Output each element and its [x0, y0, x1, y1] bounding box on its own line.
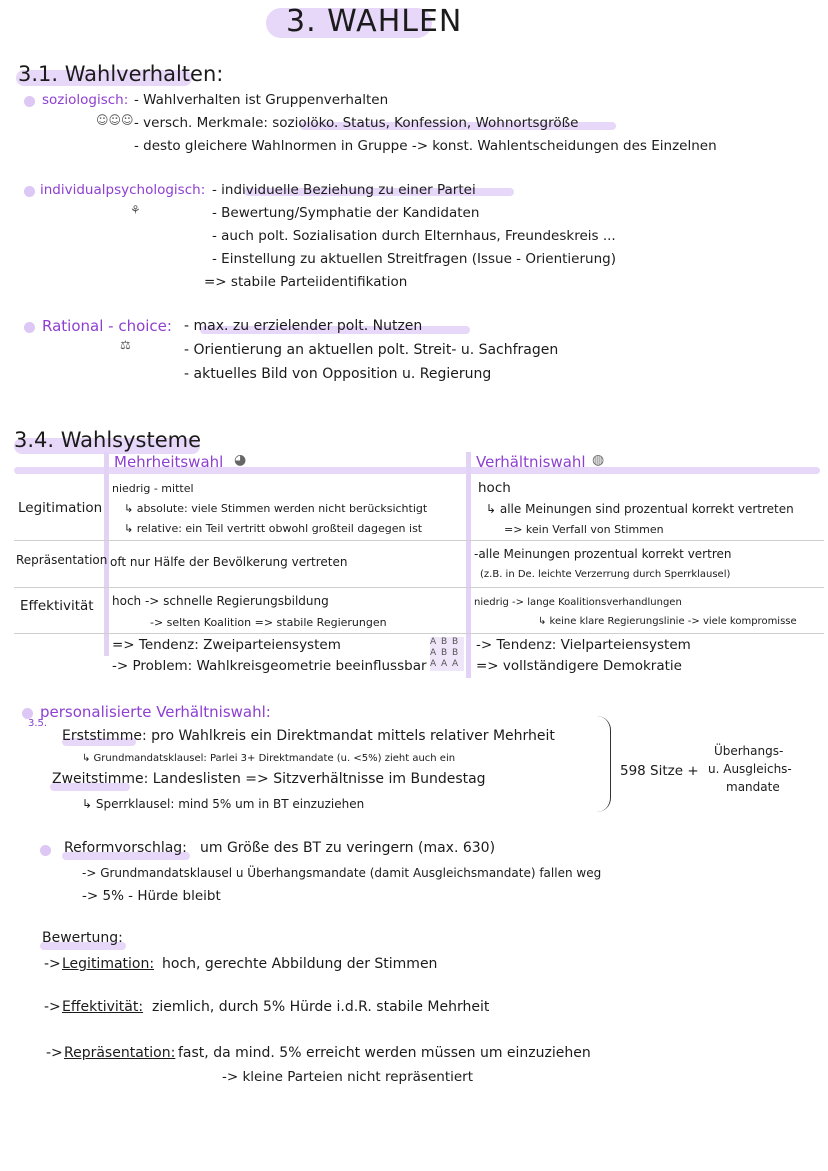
- row-divider: [14, 633, 824, 634]
- bew-leg-label: Legitimation:: [62, 956, 155, 972]
- reform-line-2: -> 5% - Hürde bleibt: [82, 888, 221, 904]
- ueberhang-2: u. Ausgleichs-: [708, 762, 792, 776]
- ueberhang-3: mandate: [726, 780, 780, 794]
- rc-line-1: - max. zu erzielender polt. Nutzen: [184, 318, 423, 334]
- reform-line-1: -> Grundmandatsklausel u Überhangsmandate (damit Ausgleichsmandate) fallen weg: [82, 866, 602, 880]
- soz-line-3: - desto gleichere Wahlnormen in Gruppe -> konst. Wahlentscheidungen des Einzelnen: [134, 138, 717, 154]
- ueberhang-1: Überhangs-: [714, 744, 784, 758]
- row-label-legitimation: Legitimation: [18, 500, 103, 516]
- bew-rep-label: Repräsentation:: [64, 1045, 176, 1061]
- leg-v-1: hoch: [478, 480, 511, 496]
- tend-v-1: -> Tendenz: Vielparteiensystem: [476, 637, 691, 653]
- ind-line-3: - auch polt. Sozialisation durch Elternhaus, Freundeskreis ...: [212, 228, 616, 244]
- eff-m-2: -> selten Koalition => stabile Regierungen: [150, 616, 387, 629]
- rep-v-1: -alle Meinungen prozentual korrekt vertren: [474, 547, 732, 561]
- rc-label: Rational - choice:: [42, 317, 172, 335]
- section-num-35: 3.5.: [28, 718, 48, 729]
- ballot-icon: A B B A B B A A A: [430, 637, 464, 671]
- leg-v-3: => kein Verfall von Stimmen: [504, 523, 664, 536]
- bullet-dot: [24, 322, 35, 333]
- bewertung-heading: Bewertung:: [42, 930, 123, 946]
- tend-m-2: -> Problem: Wahlkreisgeometrie beeinflussbar: [112, 658, 427, 674]
- erststimme-sub: ↳ Grundmandatsklausel: Parlei 3+ Direktmandate (u. <5%) zieht auch ein: [82, 753, 456, 764]
- eff-v-2: ↳ keine klare Regierungslinie -> viele kompromisse: [538, 616, 797, 627]
- bullet-dot: [24, 96, 35, 107]
- leg-m-2: ↳ absolute: viele Stimmen werden nicht berücksichtigt: [124, 502, 428, 515]
- ind-line-2: - Bewertung/Symphatie der Kandidaten: [212, 205, 480, 221]
- bew-rep-text: fast, da mind. 5% erreicht werden müssen um einzuziehen: [178, 1045, 591, 1061]
- section-heading-35: personalisierte Verhältniswahl:: [40, 703, 271, 721]
- ind-line-4: - Einstellung zu aktuellen Streitfragen (Issue - Orientierung): [212, 251, 616, 267]
- reform-text: um Größe des BT zu veringern (max. 630): [200, 840, 496, 856]
- leg-v-2: ↳ alle Meinungen sind prozentual korrekt vertreten: [486, 502, 794, 516]
- tend-m-1: => Tendenz: Zweiparteiensystem: [112, 637, 341, 653]
- bew-rep-arrow: ->: [46, 1045, 63, 1061]
- bew-leg-arrow: ->: [44, 956, 61, 972]
- seats-count: 598 Sitze +: [620, 763, 699, 779]
- col-header-verhaeltniswahl: Verhältniswahl: [476, 453, 586, 471]
- reform-label: Reformvorschlag:: [64, 840, 187, 856]
- bew-eff-label: Effektivität:: [62, 999, 144, 1015]
- soz-line-2: - versch. Merkmale: soziolöko. Status, Konfession, Wohnortsgröße: [134, 115, 579, 131]
- zweitstimme-line: Zweitstimme: Landeslisten => Sitzverhältnisse im Bundestag: [52, 771, 486, 787]
- leg-m-3: ↳ relative: ein Teil vertritt obwohl großteil dagegen ist: [124, 522, 423, 535]
- soz-line-1: - Wahlverhalten ist Gruppenverhalten: [134, 92, 389, 108]
- mehrheit-pie-icon: ◕: [234, 452, 247, 468]
- bullet-dot: [40, 845, 51, 856]
- section-heading-31: 3.1. Wahlverhalten:: [18, 62, 224, 86]
- rep-v-2: (z.B. in De. leichte Verzerrung durch Sperrklausel): [480, 569, 731, 580]
- row-label-repraesentation: Repräsentation: [16, 553, 108, 567]
- ind-line-1: - individuelle Beziehung zu einer Partei: [212, 182, 476, 198]
- erststimme-line: Erststimme: pro Wahlkreis ein Direktmandat mittels relativer Mehrheit: [62, 728, 555, 744]
- eff-m-1: hoch -> schnelle Regierungsbildung: [112, 594, 329, 608]
- section-heading-34: 3.4. Wahlsysteme: [14, 428, 202, 452]
- leg-m-1: niedrig - mittel: [112, 482, 194, 495]
- rc-line-2: - Orientierung an aktuellen polt. Streit- u. Sachfragen: [184, 342, 559, 358]
- zweitstimme-sub: ↳ Sperrklausel: mind 5% um in BT einzuziehen: [82, 797, 365, 811]
- ind-person-icon: ⚘: [130, 203, 141, 217]
- rc-scale-icon: ⚖: [120, 338, 131, 352]
- bew-leg-text: hoch, gerechte Abbildung der Stimmen: [162, 956, 438, 972]
- rep-m: oft nur Hälfe der Bevölkerung vertreten: [110, 555, 348, 569]
- brace: [596, 716, 611, 812]
- eff-v-1: niedrig -> lange Koalitionsverhandlungen: [474, 597, 682, 608]
- col-divider-2: [466, 452, 471, 678]
- tend-v-2: => vollständigere Demokratie: [476, 658, 682, 674]
- col-header-mehrheitswahl: Mehrheitswahl: [114, 453, 224, 471]
- soz-label: soziologisch:: [42, 92, 129, 108]
- rc-line-3: - aktuelles Bild von Opposition u. Regierung: [184, 366, 492, 382]
- ind-label: individualpsychologisch:: [40, 182, 206, 198]
- page-title: 3. WAHLEN: [286, 4, 463, 39]
- row-divider: [14, 587, 824, 588]
- bew-rep-sub: -> kleine Parteien nicht repräsentiert: [222, 1069, 474, 1085]
- bullet-dot: [24, 186, 35, 197]
- row-label-effektivitaet: Effektivität: [20, 598, 94, 614]
- bew-eff-text: ziemlich, durch 5% Hürde i.d.R. stabile Mehrheit: [152, 999, 490, 1015]
- row-divider: [14, 540, 824, 541]
- ind-line-5: => stabile Parteiidentifikation: [204, 274, 408, 290]
- verhaeltnis-pie-icon: ◍: [592, 452, 605, 468]
- soz-people-icon: ☺☺☺: [96, 113, 134, 127]
- bew-eff-arrow: ->: [44, 999, 61, 1015]
